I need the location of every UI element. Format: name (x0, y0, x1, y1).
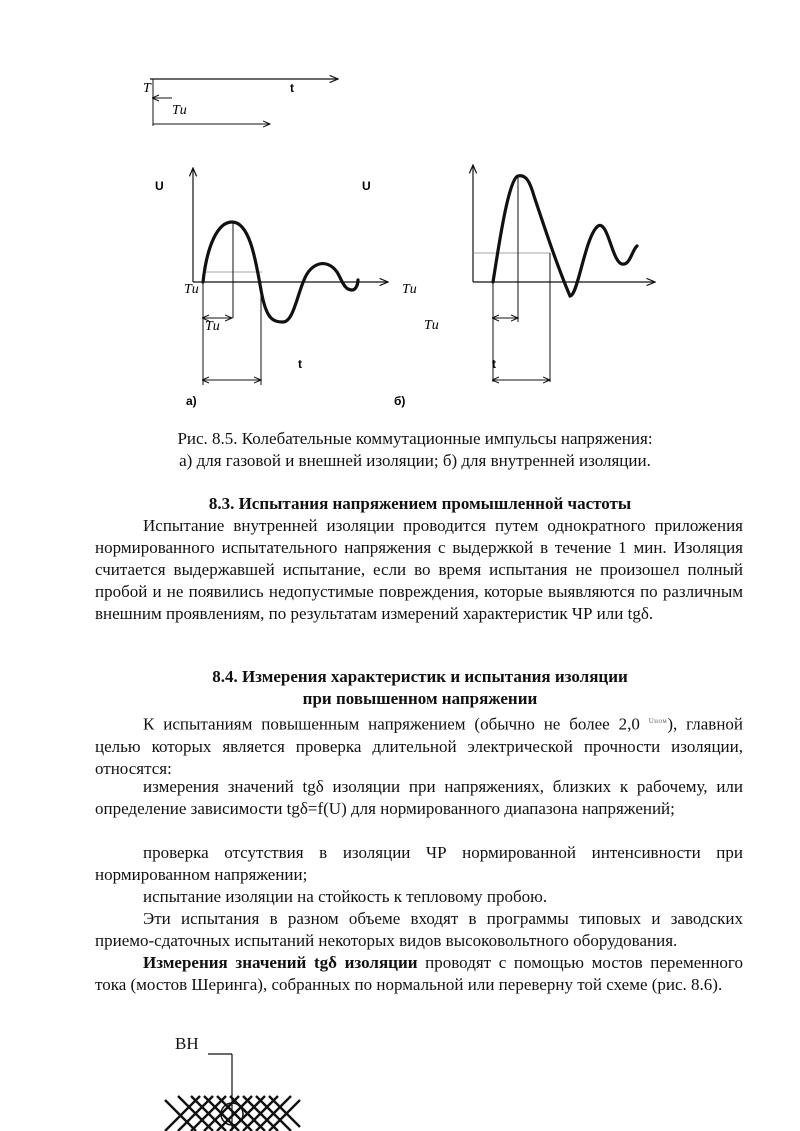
panel-b-Ti-axis-label: Tи (402, 282, 417, 297)
panel-a-Ti-axis-label: Tи (184, 282, 199, 297)
panel-b-caption-label: б) (394, 394, 406, 408)
panel-a-U-label: U (155, 179, 164, 193)
hv-label: ВН (175, 1034, 199, 1053)
section-8-3-heading: 8.3. Испытания напряжением промышленной частоты (208, 494, 632, 513)
top-T-label: T (143, 81, 151, 96)
paragraph-schering-bridges (95, 952, 743, 996)
panel-b-t-label: t (492, 357, 496, 371)
bold-lead-text: Измерения значений tgδ изоляции (143, 953, 418, 972)
paragraph-test-programs: Эти испытания в разном объеме входят в программы типовых и заводских приемо-сдаточных испытаний некоторых видов высоковольтного оборудования. (95, 909, 743, 950)
section-8-3-paragraph: Испытание внутренней изоляции проводится путем однократного приложения нормированного испытательного напряжения с выдержкой в течение 1 мин. Изоляция считается выдержавшей испытание, если во время испытания не произошел полный пробой и не появились недопустимые повреждения, которые выявляются по различным внешним проявлениям, по результатам измерений характеристик ЧР или tgδ. (95, 516, 743, 623)
intro-text-end: ), главной целью которых является проверка длительной электрической прочности изоляции, относятся: (95, 714, 744, 778)
panel-a-caption-label: а) (186, 394, 197, 408)
panel-a (155, 168, 388, 408)
list-item-partial-discharge: проверка отсутствия в изоляции ЧР нормированной интенсивности при нормированном напряжении; (95, 843, 743, 884)
list-item-thermal-breakdown: испытание изоляции на стойкость к тепловому пробою. (143, 887, 548, 906)
caption-line-2: а) для газовой и внешней изоляции; б) для внутренней изоляции. (179, 451, 651, 470)
list-item-tg-delta: измерения значений tgδ изоляции при напряжениях, близких к рабочему, или определение зависимости tgδ=f(U) для нормированного диапазона напряжений; (95, 777, 743, 818)
figure-8-6-fragment (0, 1050, 800, 1131)
u-nominal-subscript: Uном (648, 717, 668, 725)
panel-a-t-label: t (298, 357, 302, 371)
waveform-b (493, 176, 637, 296)
section-8-4-heading (95, 666, 745, 710)
intro-text-start: К испытаниям повышенным напряжением (обычно не более 2,0 (143, 714, 640, 734)
panel-b (362, 165, 655, 408)
top-Ti-label: Tи (172, 103, 187, 118)
top-timing-diagram (143, 79, 338, 126)
bridges-rest-text: проводят с помощью мостов переменного тока (мостов Шеринга), собранных по нормальной или переверну той схеме (рис. 8.6). (95, 953, 743, 994)
section-8-4-intro (95, 710, 743, 780)
figure-caption (95, 428, 735, 472)
section-8-4-heading-line-1: 8.4. Измерения характеристик и испытания изоляции (212, 667, 628, 686)
panel-b-Ti-mid-label: Tи (424, 318, 439, 333)
caption-line-1: Рис. 8.5. Колебательные коммутационные импульсы напряжения: (177, 429, 653, 448)
panel-a-Ti-arrow-label: Tи (205, 319, 220, 334)
section-8-4-heading-line-2: при повышенном напряжении (302, 689, 538, 708)
panel-b-U-label: U (362, 179, 371, 193)
top-t-label: t (290, 81, 294, 95)
figure-8-5 (0, 0, 800, 430)
